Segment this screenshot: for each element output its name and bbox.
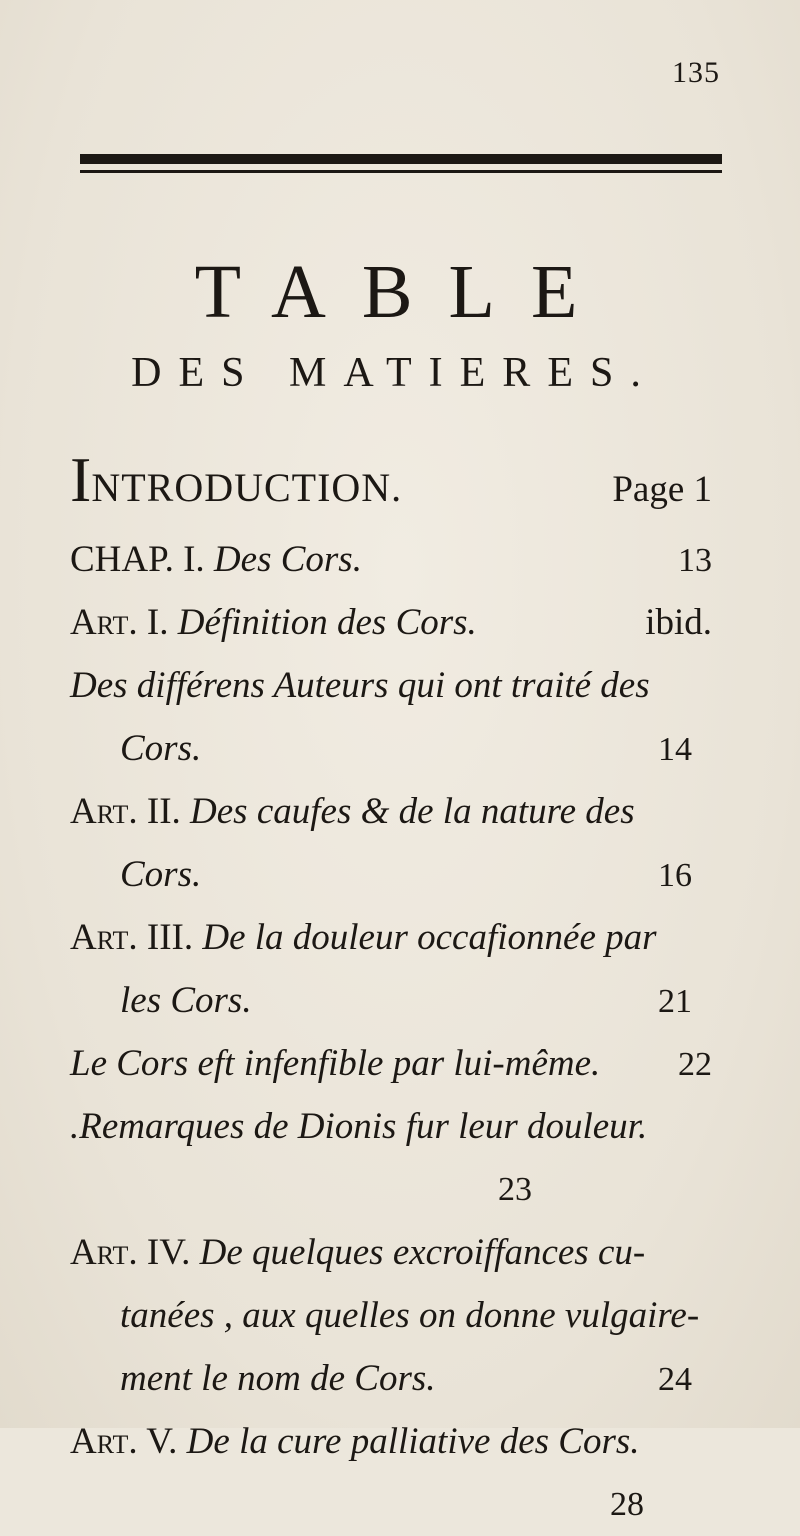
toc-entry-title-rest: NTRODUCTION.	[91, 465, 403, 510]
toc-entry-label: Art. III.	[70, 917, 194, 958]
page-number: 135	[672, 56, 720, 89]
page-title: TABLE	[194, 250, 614, 334]
toc-entry-art-3-cont	[70, 969, 712, 1032]
toc-entry-title-cont: ment le nom de Cors.	[120, 1358, 436, 1399]
table-of-contents	[70, 444, 712, 1536]
toc-entry-art-4-cont-2	[70, 1347, 712, 1410]
toc-entry-title: Le Cors eft infenfible par lui-même.	[70, 1043, 601, 1084]
toc-entry-page: 14	[658, 731, 692, 768]
toc-entry-title-cont: tanées , aux quelles on donne vulgaire-	[120, 1295, 700, 1336]
toc-entry-art-5-page	[70, 1473, 712, 1536]
toc-entry-page: 24	[658, 1361, 692, 1398]
toc-entry-title: Définition des Cors.	[177, 602, 477, 643]
drop-initial: I	[70, 444, 92, 515]
toc-entry-title-cont: les Cors.	[120, 980, 252, 1021]
toc-entry-title: De quelques excroiffances cu-	[199, 1232, 646, 1273]
toc-entry-title: .Remarques de Dionis fur leur douleur.	[70, 1106, 648, 1147]
toc-entry-label: Art. I.	[70, 602, 169, 643]
toc-entry-art-2	[70, 780, 712, 843]
toc-entry-art-3	[70, 906, 712, 969]
toc-entry-label: CHAP. I.	[70, 539, 205, 580]
toc-entry-art-4-cont-1	[70, 1284, 712, 1347]
toc-entry-page: 13	[678, 542, 712, 579]
toc-entry-page: 23	[498, 1171, 532, 1208]
toc-entry-remarques-page	[70, 1158, 712, 1221]
toc-entry-title-cont: Cors.	[120, 854, 202, 895]
toc-entry-page: 16	[658, 857, 692, 894]
page-subtitle: DES MATIERES.	[131, 350, 658, 396]
toc-entry-chap-1	[70, 528, 712, 591]
toc-entry-art-2-cont	[70, 843, 712, 906]
toc-entry-page: 21	[658, 983, 692, 1020]
toc-entry-label: Art. II.	[70, 791, 181, 832]
toc-entry-remarques	[70, 1095, 712, 1158]
toc-entry-page: 28	[610, 1486, 644, 1523]
toc-entry-insensible	[70, 1032, 712, 1095]
toc-entry-title: Des différens Auteurs qui ont traité des	[70, 665, 650, 706]
header-rule-thin	[80, 170, 722, 173]
toc-entry-art-5	[70, 1410, 712, 1473]
toc-entry-introduction	[70, 444, 712, 528]
toc-entry-title: Des caufes & de la nature des	[190, 791, 635, 832]
toc-entry-title: De la cure palliative des Cors.	[186, 1421, 640, 1462]
toc-entry-page: Page 1	[612, 469, 712, 510]
toc-entry-art-1	[70, 591, 712, 654]
toc-entry-title: De la douleur occafionnée par	[202, 917, 657, 958]
toc-entry-auteurs	[70, 654, 712, 717]
toc-entry-title	[70, 444, 403, 521]
toc-entry-page: ibid.	[645, 602, 712, 643]
toc-entry-auteurs-cont	[70, 717, 712, 780]
toc-entry-title-cont: Cors.	[120, 728, 202, 769]
toc-entry-page: 22	[678, 1046, 712, 1083]
toc-entry-label: Art. V.	[70, 1421, 178, 1462]
toc-entry-title: Des Cors.	[213, 539, 362, 580]
header-rule-thick	[80, 154, 722, 164]
toc-entry-art-4	[70, 1221, 712, 1284]
toc-entry-label: Art. IV.	[70, 1232, 191, 1273]
